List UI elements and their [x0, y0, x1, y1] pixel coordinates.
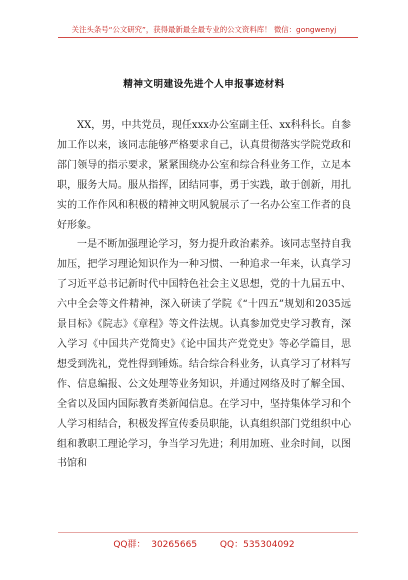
body-paragraph: 一是不断加强理论学习，努力提升政治素养。该同志坚持自我加压，把学习理论知识作为一种习惯、一种追求一年来，认真学习了习近平总书记新时代中国特色社会主义思想，党的十九届五中、六中全会等文件精神，深入研读了学院《“十四五”规划和2035远景目标》《院志》《章程》等文件法规。认真参加党史学习教育，深入学习《中国共产党简史》《论中国共产党党史》等必学篇目，思想受到洗礼，党性得到锤炼。结合综合科业务，认真学习了材料写作、信息编报、公文处理等业务知识，并通过网络及时了解全国、全省以及国内国际教育类新闻信息。在学习中，坚持集体学习和个人学习相结合，积极发挥宣传委员职能，认真组织部门党组织中心组和教职工理论学习，争当学习先进；利用加班、业余时间，以图书馆和 — [57, 239, 351, 470]
footer-divider — [58, 532, 358, 533]
body-paragraph: XX，男，中共党员，现任xxx办公室副主任、xx科科长。自参加工作以来，该同志能够严格要求自己，认真贯彻落实学院党政和部门领导的指示要求，紧紧围绕办公室和综合科业务工作，立足本职，服务大局。服从指挥，团结同事，勇于实践，敢于创新，用扎实的工作作风和积极的精神文明风貌展示了一名办公室工作者的良好形象。 — [57, 120, 351, 231]
document-title: 精神文明建设先进个人申报事迹材料 — [123, 79, 285, 90]
header-divider — [58, 37, 358, 38]
header-banner: 关注头条号“公文研究”，获得最新最全最专业的公文资料库！ 微信：gongwenyj — [71, 25, 337, 34]
document-body — [57, 116, 351, 474]
footer-contact: QQ群： 30265665 QQ：535304092 — [113, 540, 295, 550]
